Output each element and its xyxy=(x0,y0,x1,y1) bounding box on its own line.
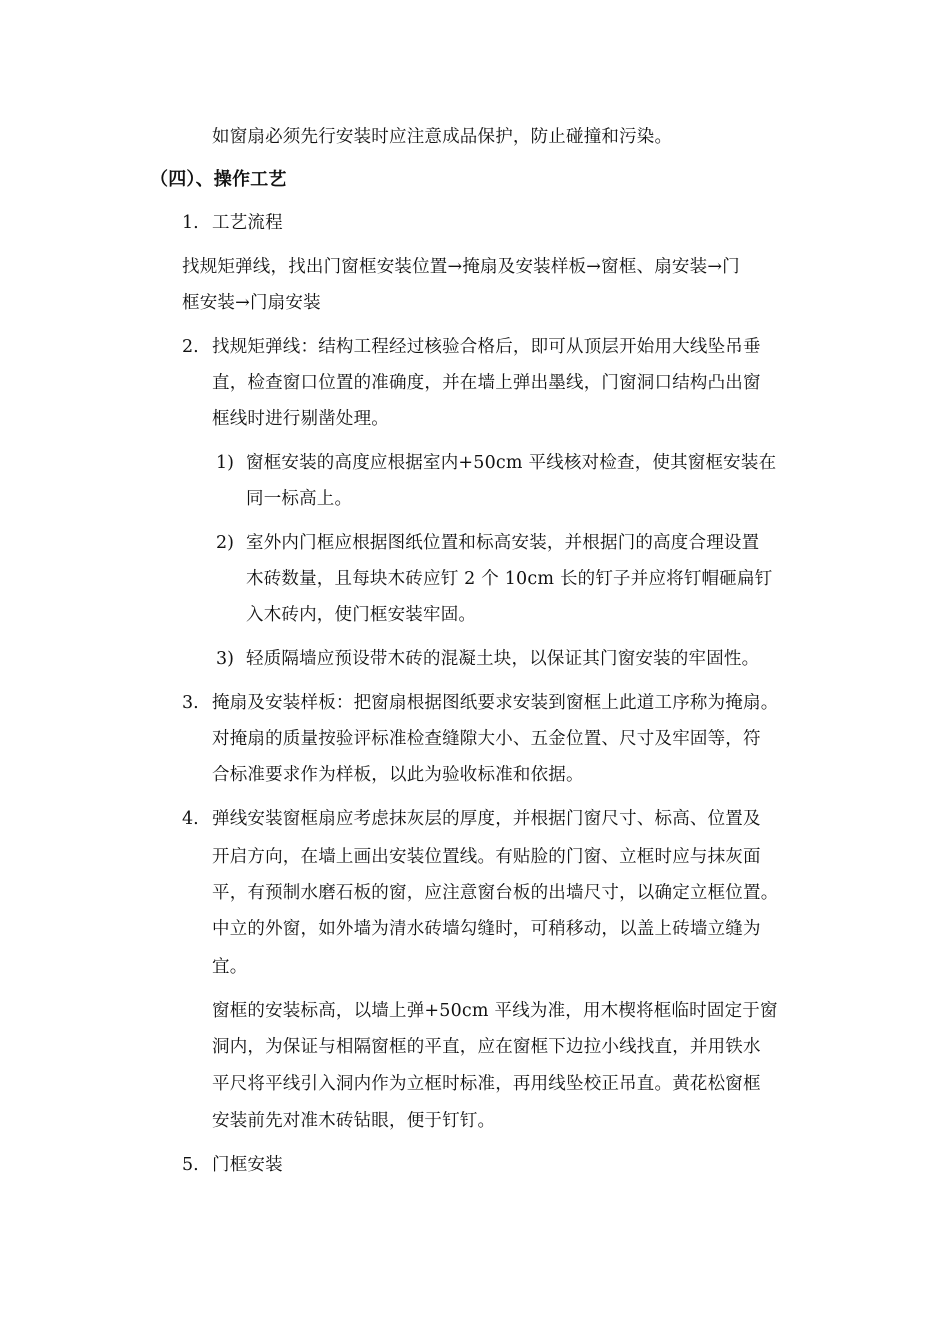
subitem1-line-1: 窗框安装的高度应根据室内+50cm 平线核对检查，使其窗框安装在 xyxy=(246,453,777,473)
subitem2-line-2: 木砖数量，且每块木砖应钉 2 个 10cm 长的钉子并应将钉帽砸扁钉 xyxy=(246,569,773,589)
item3-line-3: 合标准要求作为样板，以此为验收标准和依据。 xyxy=(212,765,584,785)
item1-title: 工艺流程 xyxy=(212,213,283,233)
subitem2-number: 2) xyxy=(216,533,234,553)
item2-line-1: 找规矩弹线：结构工程经过核验合格后，即可从顶层开始用大线坠吊垂 xyxy=(212,337,761,357)
item5-title: 门框安装 xyxy=(212,1155,283,1175)
item4-line-2: 开启方向，在墙上画出安装位置线。有贴脸的门窗、立框时应与抹灰面 xyxy=(212,847,761,867)
item4-para2-line-4: 安装前先对准木砖钻眼，便于钉钉。 xyxy=(212,1111,496,1131)
item3-line-2: 对掩扇的质量按验评标准检查缝隙大小、五金位置、尺寸及牢固等，符 xyxy=(212,729,761,749)
item1-flow-line-2: 框安装→门扇安装 xyxy=(182,293,321,313)
intro-line: 如窗扇必须先行安装时应注意成品保护，防止碰撞和污染。 xyxy=(212,127,673,147)
item2-number: 2. xyxy=(182,337,199,357)
subitem2-line-3: 入木砖内，使门框安装牢固。 xyxy=(246,605,477,625)
subitem1-line-2: 同一标高上。 xyxy=(246,489,353,509)
item1-number: 1. xyxy=(182,213,199,233)
item4-para2-line-1: 窗框的安装标高，以墙上弹+50cm 平线为准，用木楔将框临时固定于窗 xyxy=(212,1001,778,1021)
subitem2-line-1: 室外内门框应根据图纸位置和标高安装，并根据门的高度合理设置 xyxy=(246,533,760,553)
subitem3-number: 3) xyxy=(216,649,234,669)
subitem3-line-1: 轻质隔墙应预设带木砖的混凝土块，以保证其门窗安装的牢固性。 xyxy=(246,649,760,669)
item4-line-3: 平，有预制水磨石板的窗，应注意窗台板的出墙尺寸，以确定立框位置。 xyxy=(212,883,779,903)
item3-number: 3. xyxy=(182,693,199,713)
item4-para2-line-2: 洞内，为保证与相隔窗框的平直，应在窗框下边拉小线找直，并用铁水 xyxy=(212,1037,761,1057)
subitem1-number: 1) xyxy=(216,453,234,473)
item5-number: 5. xyxy=(182,1155,199,1175)
item3-line-1: 掩扇及安装样板：把窗扇根据图纸要求安装到窗框上此道工序称为掩扇。 xyxy=(212,693,779,713)
item2-line-3: 框线时进行剔凿处理。 xyxy=(212,409,389,429)
item4-line-5: 宜。 xyxy=(212,957,248,977)
section-heading: （四）、操作工艺 xyxy=(150,169,287,190)
item2-line-2: 直，检查窗口位置的准确度，并在墙上弹出墨线，门窗洞口结构凸出窗 xyxy=(212,373,761,393)
item4-line-1: 弹线安装窗框扇应考虑抹灰层的厚度，并根据门窗尺寸、标高、位置及 xyxy=(212,809,761,829)
item1-flow-line-1: 找规矩弹线，找出门窗框安装位置→掩扇及安装样板→窗框、扇安装→门 xyxy=(182,257,740,277)
item4-line-4: 中立的外窗，如外墙为清水砖墙勾缝时，可稍移动，以盖上砖墙立缝为 xyxy=(212,919,761,939)
item4-para2-line-3: 平尺将平线引入洞内作为立框时标准，再用线坠校正吊直。黄花松窗框 xyxy=(212,1074,761,1094)
item4-number: 4. xyxy=(182,809,199,829)
